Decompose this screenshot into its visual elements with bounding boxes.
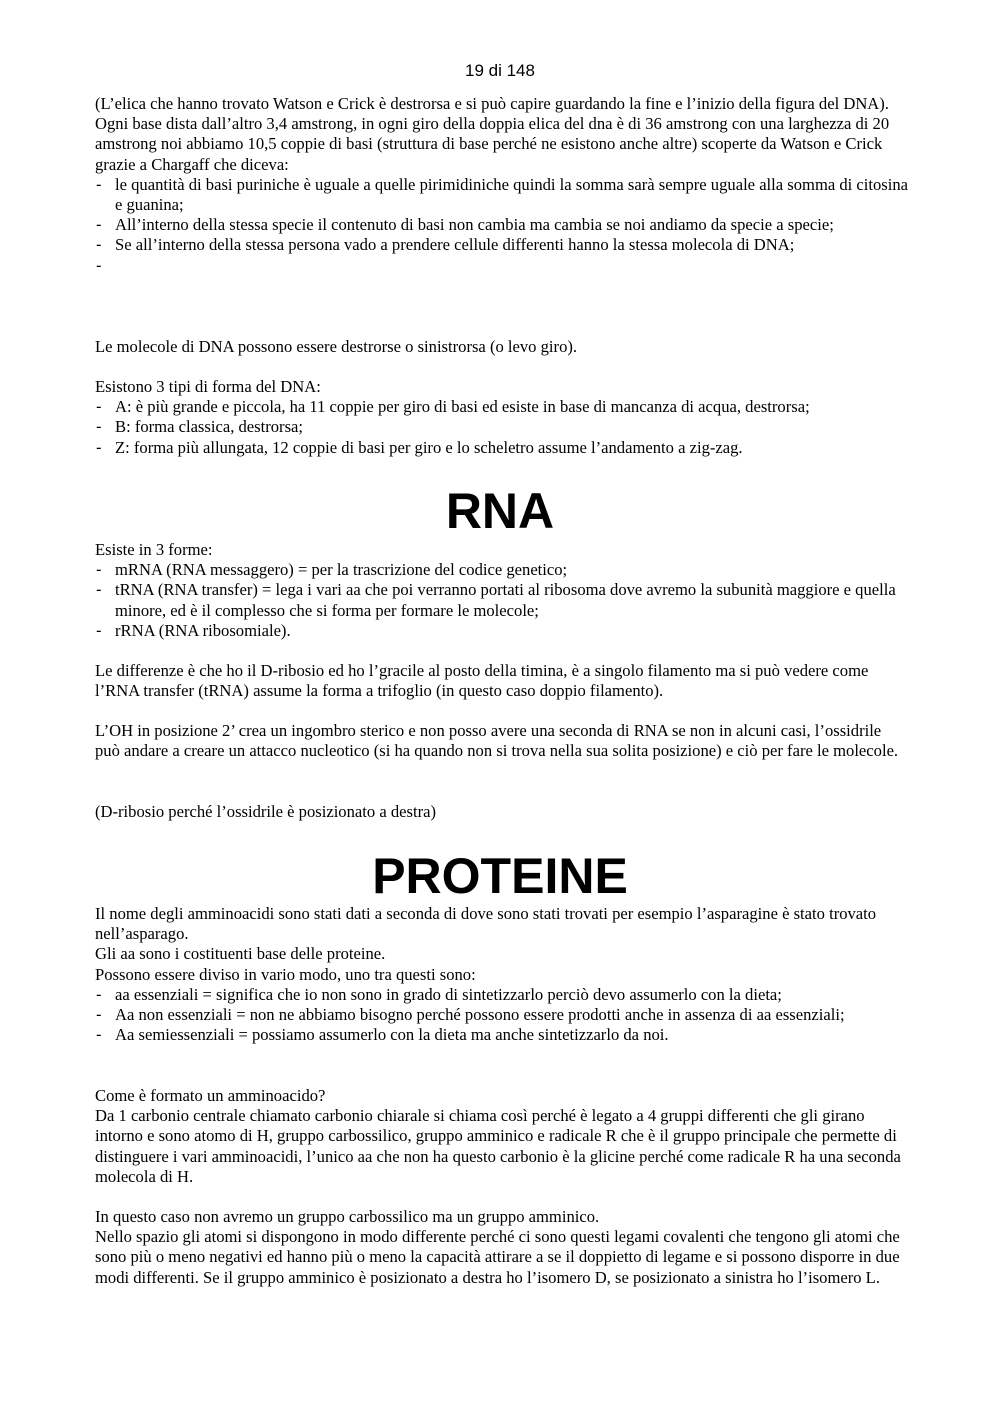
rna-forms-list <box>95 560 910 641</box>
paragraph: Da 1 carbonio centrale chiamato carbonio chiarale si chiama così perché è legato a 4 gruppi differenti che gli girano intorno e sono atomo di H, gruppo carbossilico, gruppo amminico e radicale R che è il gruppo principale che permette di distinguere i vari amminoacidi, l’unico aa che non ha questo carbonio è la glicine perché come radicale R ha una seconda molecola di H. <box>95 1106 901 1186</box>
paragraph: Gli aa sono i costituenti base delle proteine. <box>95 944 386 964</box>
list-item: - Aa non essenziali = non ne abbiamo bisogno perché possono essere prodotti anche in assenza di aa essenziali; <box>95 1005 910 1025</box>
aminoacid-structure-section <box>95 1086 910 1187</box>
paragraph: Possono essere diviso in vario modo, uno tra questi sono: <box>95 964 476 984</box>
list-item: - B: forma classica, destrorsa; <box>95 417 910 437</box>
isomer-section <box>95 1207 910 1288</box>
paragraph: Il nome degli amminoacidi sono stati dati a seconda di dove sono stati trovati per esempio l’asparagine è stato trovato nell’asparago. <box>95 904 877 944</box>
list-item: - aa essenziali = significa che io non sono in grado di sintetizzarlo perciò devo assumerlo con la dieta; <box>95 985 910 1005</box>
section-heading-proteine: PROTEINE <box>372 848 628 904</box>
paragraph: (D-ribosio perché l’ossidrile è posizionato a destra) <box>95 802 436 821</box>
list-item: - Se all’interno della stessa persona vado a prendere cellule differenti hanno la stessa molecola di DNA; <box>95 235 910 255</box>
proteine-intro-section <box>95 904 910 1045</box>
rna-note-block <box>95 802 910 822</box>
paragraph: Le differenze è che ho il D-ribosio ed ho l’gracile al posto della timina, è a singolo filamento ma si può vedere come l’RNA transfer (tRNA) assume la forma a trifoglio (in questo caso doppio filamento). <box>95 661 869 701</box>
paragraph: (L’elica che hanno trovato Watson e Crick è destrorsa e si può capire guardando la fine e l’inizio della figura del DNA). <box>95 94 889 113</box>
page-number: 19 di 148 <box>465 61 535 80</box>
rna-forms-section <box>95 540 910 641</box>
paragraph: Le molecole di DNA possono essere destrorse o sinistrorsa (o levo giro). <box>95 337 578 356</box>
section-heading-rna: RNA <box>445 483 555 539</box>
list-item: - Aa semiessenziali = possiamo assumerlo con la dieta ma anche sintetizzarlo da noi. <box>95 1025 910 1045</box>
paragraph: Esistono 3 tipi di forma del DNA: <box>95 377 321 396</box>
paragraph: Ogni base dista dall’altro 3,4 amstrong, in ogni giro della doppia elica del dna è di 36 amstrong con una larghezza di 20 amstrong noi abbiamo 10,5 coppie di basi (struttura di base perché ne esistono anche altre) scoperte da Watson e Crick grazie a Chargaff che diceva: <box>95 114 890 174</box>
dna-forms-list <box>95 397 910 458</box>
list-item: - A: è più grande e piccola, ha 11 coppie per giro di basi ed esiste in base di mancanza di acqua, destrorsa; <box>95 397 910 417</box>
list-item: - All’interno della stessa specie il contenuto di basi non cambia ma cambia se noi andiamo da specie a specie; <box>95 215 910 235</box>
list-item: - Z: forma più allungata, 12 coppie di basi per giro e lo scheletro assume l’andamento a zig-zag. <box>95 438 910 458</box>
paragraph: Come è formato un amminoacido? <box>95 1086 326 1105</box>
rna-differences-block <box>95 661 910 701</box>
dna-forms-section <box>95 377 910 458</box>
paragraph: L’OH in posizione 2’ crea un ingombro sterico e non posso avere una seconda di RNA se non in alcuni casi, l’ossidrile può andare a creare un attacco nucleotico (si ha quando non si trova nella sua solita posizione) e ciò per fare le molecole. <box>95 721 899 761</box>
aminoacid-types-list <box>95 985 910 1046</box>
list-item: - mRNA (RNA messaggero) = per la trascrizione del codice genetico; <box>95 560 910 580</box>
list-item <box>95 256 910 276</box>
list-item: - tRNA (RNA transfer) = lega i vari aa che poi verranno portati al ribosoma dove avremo la subunità maggiore e quella minore, ed è il complesso che si forma per formare le molecole; <box>95 580 910 620</box>
paragraph: Esiste in 3 forme: <box>95 540 213 559</box>
paragraph: Nello spazio gli atomi si dispongono in modo differente perché ci sono questi legami covalenti che tengono gli atomi che sono più o meno negativi ed hanno più o meno la capacità attirare a se il doppietto di legame e si possono disporre in due modi differenti. Se il gruppo amminico è posizionato a destra ho l’isomero D, se posizionato a sinistra ho l’isomero L. <box>95 1227 900 1287</box>
rna-oh-block <box>95 721 910 761</box>
list-item: - le quantità di basi puriniche è uguale a quelle pirimidiniche quindi la somma sarà sempre uguale alla somma di citosina e guanina; <box>95 175 910 215</box>
chargaff-list <box>95 175 910 276</box>
paragraph: In questo caso non avremo un gruppo carbossilico ma un gruppo amminico. <box>95 1207 600 1226</box>
chirality-paragraph-block <box>95 337 910 357</box>
list-item: - rRNA (RNA ribosomiale). <box>95 621 910 641</box>
dna-section <box>95 94 910 276</box>
